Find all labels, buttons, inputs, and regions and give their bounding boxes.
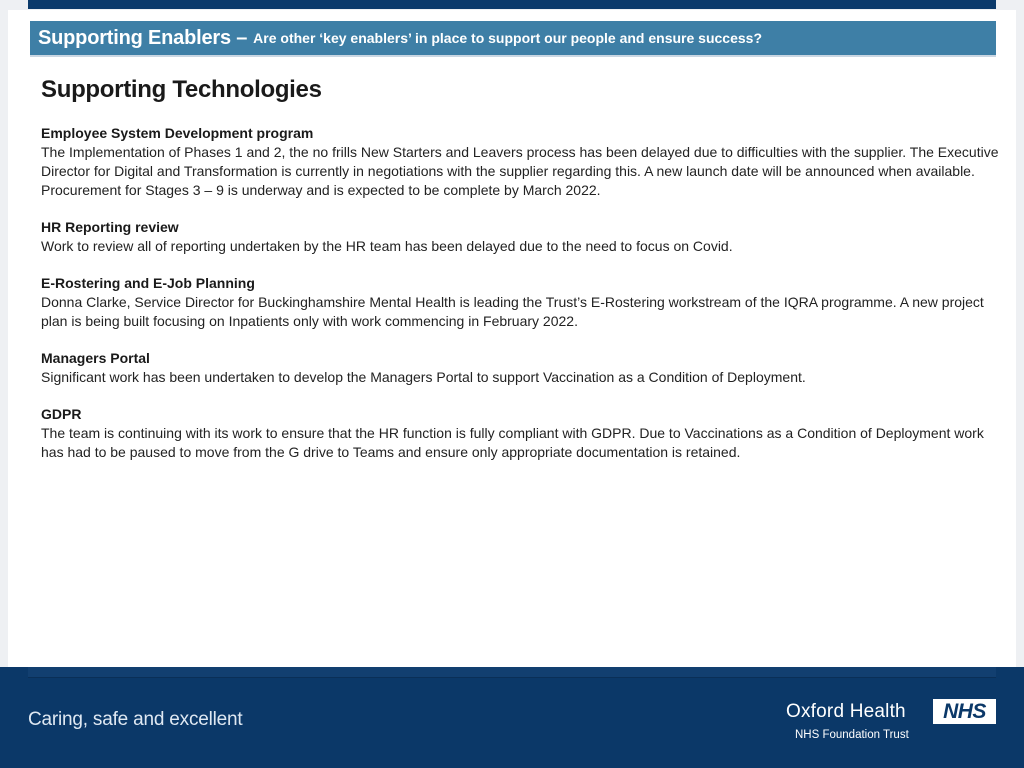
item-text: The Implementation of Phases 1 and 2, the no frills New Starters and Leavers process has been delayed due to difficulties with the supplier. The Executive Director for Digital and Transformation is currently in negotiations with the supplier regarding this. A new launch date will be announced when available. Procurement for Stages 3 – 9 is underway and is expected to be complete by March 2022. [41, 144, 999, 198]
item-text: The team is continuing with its work to ensure that the HR function is fully compliant with GDPR. Due to Vaccinations as a Condition of Deployment work has had to be paused to move from the G drive to Teams and ensure only appropriate documentation is retained. [41, 425, 984, 460]
item-text: Significant work has been undertaken to develop the Managers Portal to support Vaccination as a Condition of Deployment. [41, 369, 806, 385]
header-title: Supporting Enablers – [38, 26, 248, 49]
nhs-logo [933, 699, 996, 724]
org-block [786, 701, 936, 741]
item-gdpr [41, 405, 1006, 462]
org-trust-name: NHS Foundation Trust [795, 729, 909, 741]
header-band [30, 21, 996, 57]
top-accent-bar [28, 0, 996, 9]
item-e-rostering [41, 274, 1006, 331]
footer-strip [28, 667, 996, 678]
nhs-logo-text: NHS [943, 699, 986, 723]
footer-tagline: Caring, safe and excellent [28, 709, 243, 730]
content-area [41, 76, 1006, 480]
item-heading: E-Rostering and E-Job Planning [41, 275, 255, 291]
item-hr-reporting [41, 218, 1006, 256]
section-title: Supporting Technologies [41, 76, 322, 103]
item-heading: Managers Portal [41, 350, 150, 366]
item-managers-portal [41, 349, 1006, 387]
org-name: Oxford Health [786, 701, 906, 722]
item-text: Work to review all of reporting undertaken by the HR team has been delayed due to the need to focus on Covid. [41, 238, 733, 254]
header-subtitle: Are other ‘key enablers’ in place to support our people and ensure success? [253, 30, 762, 46]
item-text: Donna Clarke, Service Director for Buckinghamshire Mental Health is leading the Trust’s E-Rostering workstream of the IQRA programme. A new project plan is being built focusing on Inpatients only with work commencing in February 2022. [41, 294, 984, 329]
footer [0, 667, 1024, 768]
item-heading: Employee System Development program [41, 125, 314, 141]
item-employee-system [41, 124, 1006, 200]
item-heading: GDPR [41, 406, 82, 422]
item-heading: HR Reporting review [41, 219, 179, 235]
